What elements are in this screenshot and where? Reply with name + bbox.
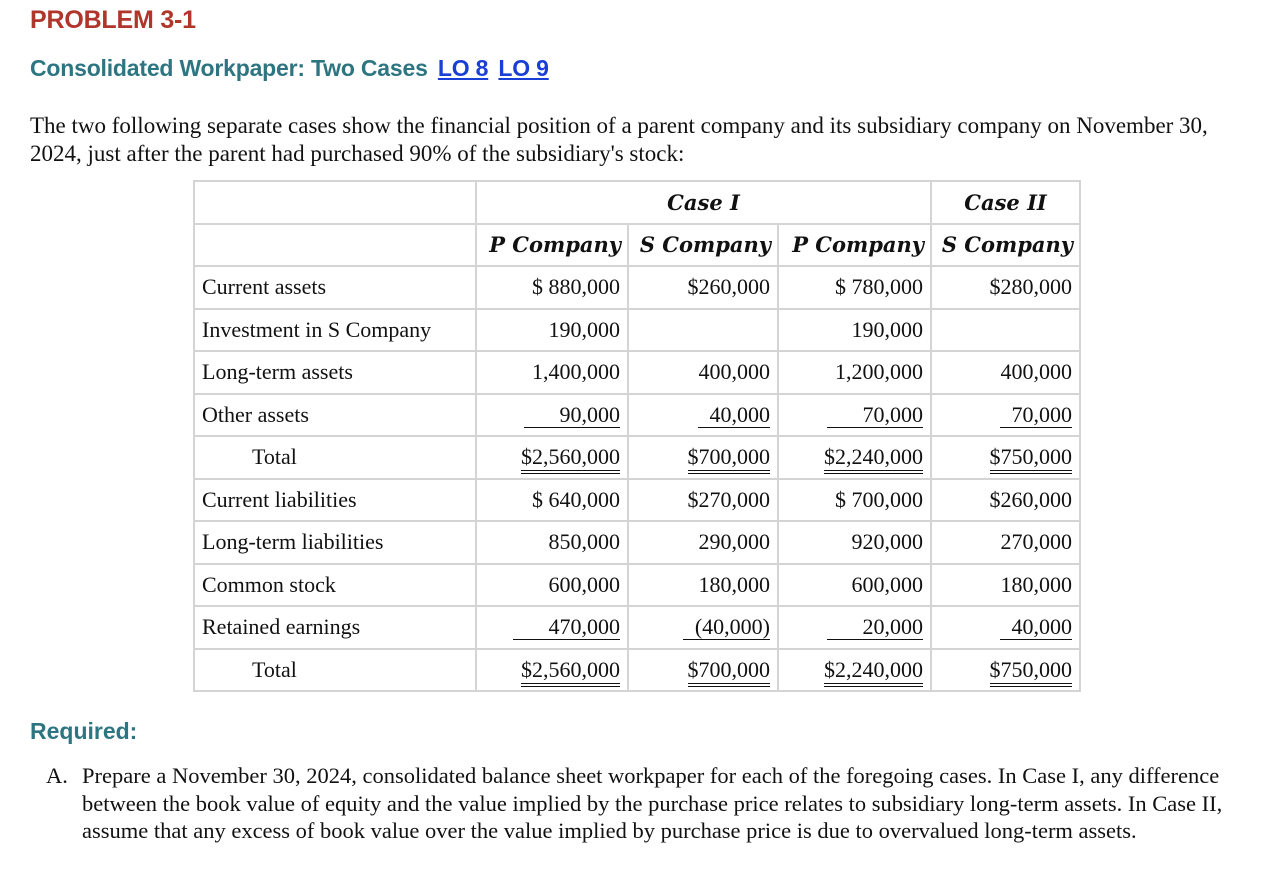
total-value: $2,560,000 <box>521 444 620 474</box>
requirement-marker: A. <box>46 763 68 788</box>
company-header: S Company <box>931 224 1080 267</box>
value-cell: 850,000 <box>476 521 628 564</box>
row-label: Long-term assets <box>194 351 476 394</box>
total-value: $750,000 <box>990 444 1073 474</box>
problem-title <box>30 55 549 82</box>
value-cell: $ 780,000 <box>778 266 931 309</box>
value-cell: 190,000 <box>778 309 931 352</box>
value-cell: 180,000 <box>628 564 778 607</box>
value-cell <box>628 606 778 649</box>
lo-9-link[interactable]: LO 9 <box>498 55 549 81</box>
required-heading: Required: <box>30 718 138 744</box>
value-cell: $ 640,000 <box>476 479 628 522</box>
value-cell <box>628 394 778 437</box>
value-cell <box>931 606 1080 649</box>
table-row <box>194 351 1080 394</box>
problem-number: PROBLEM 3-1 <box>30 6 196 34</box>
total-value: $2,240,000 <box>824 657 923 687</box>
row-label: Current assets <box>194 266 476 309</box>
value-cell <box>778 649 931 692</box>
value-cell: 1,400,000 <box>476 351 628 394</box>
case-2-header: Case II <box>931 181 1080 224</box>
row-label: Retained earnings <box>194 606 476 649</box>
table-row <box>194 309 1080 352</box>
value-cell: 400,000 <box>628 351 778 394</box>
total-label: Total <box>252 656 297 682</box>
underlined-value: 70,000 <box>1000 402 1073 428</box>
company-header: P Company <box>476 224 628 267</box>
company-header-row <box>194 224 1080 267</box>
value-cell: 600,000 <box>778 564 931 607</box>
value-cell: 1,200,000 <box>778 351 931 394</box>
value-cell: $ 880,000 <box>476 266 628 309</box>
table-row <box>194 394 1080 437</box>
table-row <box>194 564 1080 607</box>
balance-sheet-table <box>193 180 1081 692</box>
table-row <box>194 479 1080 522</box>
blank-header-cell <box>194 181 476 224</box>
value-cell: $260,000 <box>931 479 1080 522</box>
intro-paragraph: The two following separate cases show the financial position of a parent company and its subsidiary company on November 30, 2024, just after the parent had purchased 90% of the subsidiary's stock: <box>30 113 1208 166</box>
requirement-item <box>46 762 1246 845</box>
underlined-value: 40,000 <box>1000 614 1073 640</box>
lo-8-link[interactable]: LO 8 <box>437 55 489 81</box>
value-cell <box>931 436 1080 479</box>
value-cell: $260,000 <box>628 266 778 309</box>
value-cell <box>628 649 778 692</box>
company-header: P Company <box>778 224 931 267</box>
value-cell <box>931 309 1080 352</box>
total-value: $700,000 <box>688 657 771 687</box>
value-cell: 920,000 <box>778 521 931 564</box>
value-cell <box>476 606 628 649</box>
value-cell <box>628 309 778 352</box>
value-cell <box>628 436 778 479</box>
value-cell: 400,000 <box>931 351 1080 394</box>
blank-header-cell <box>194 224 476 267</box>
row-label: Common stock <box>194 564 476 607</box>
table-row <box>194 521 1080 564</box>
value-cell: 270,000 <box>931 521 1080 564</box>
value-cell <box>778 394 931 437</box>
total-value: $2,240,000 <box>824 444 923 474</box>
underlined-value: (40,000) <box>683 614 770 640</box>
value-cell <box>778 606 931 649</box>
value-cell: $270,000 <box>628 479 778 522</box>
total-label: Total <box>252 444 297 470</box>
row-label <box>194 649 476 692</box>
row-label: Long-term liabilities <box>194 521 476 564</box>
row-label <box>194 436 476 479</box>
value-cell: 180,000 <box>931 564 1080 607</box>
total-row <box>194 649 1080 692</box>
requirement-text: Prepare a November 30, 2024, consolidated balance sheet workpaper for each of the foregoing cases. In Case I, any difference between the book value of equity and the value implied by the purchase price relates to subsidiary long-term assets. In Case II, assume that any excess of book value over the value implied by purchase price is due to overvalued long-term assets. <box>82 763 1223 843</box>
value-cell <box>476 649 628 692</box>
underlined-value: 70,000 <box>827 402 924 428</box>
underlined-value: 90,000 <box>524 402 621 428</box>
value-cell <box>931 394 1080 437</box>
row-label: Other assets <box>194 394 476 437</box>
value-cell <box>931 649 1080 692</box>
total-value: $2,560,000 <box>521 657 620 687</box>
value-cell <box>476 394 628 437</box>
row-label: Investment in S Company <box>194 309 476 352</box>
underlined-value: 20,000 <box>827 614 924 640</box>
value-cell: $ 700,000 <box>778 479 931 522</box>
table-row <box>194 266 1080 309</box>
value-cell: 190,000 <box>476 309 628 352</box>
value-cell <box>778 436 931 479</box>
case-header-row <box>194 181 1080 224</box>
row-label: Current liabilities <box>194 479 476 522</box>
value-cell: 290,000 <box>628 521 778 564</box>
table-row <box>194 606 1080 649</box>
company-header: S Company <box>628 224 778 267</box>
underlined-value: 470,000 <box>513 614 621 640</box>
value-cell: $280,000 <box>931 266 1080 309</box>
value-cell: 600,000 <box>476 564 628 607</box>
problem-title-text: Consolidated Workpaper: Two Cases <box>30 55 428 81</box>
underlined-value: 40,000 <box>698 402 771 428</box>
total-row <box>194 436 1080 479</box>
value-cell <box>476 436 628 479</box>
case-1-header: Case I <box>476 181 931 224</box>
total-value: $750,000 <box>990 657 1073 687</box>
total-value: $700,000 <box>688 444 771 474</box>
